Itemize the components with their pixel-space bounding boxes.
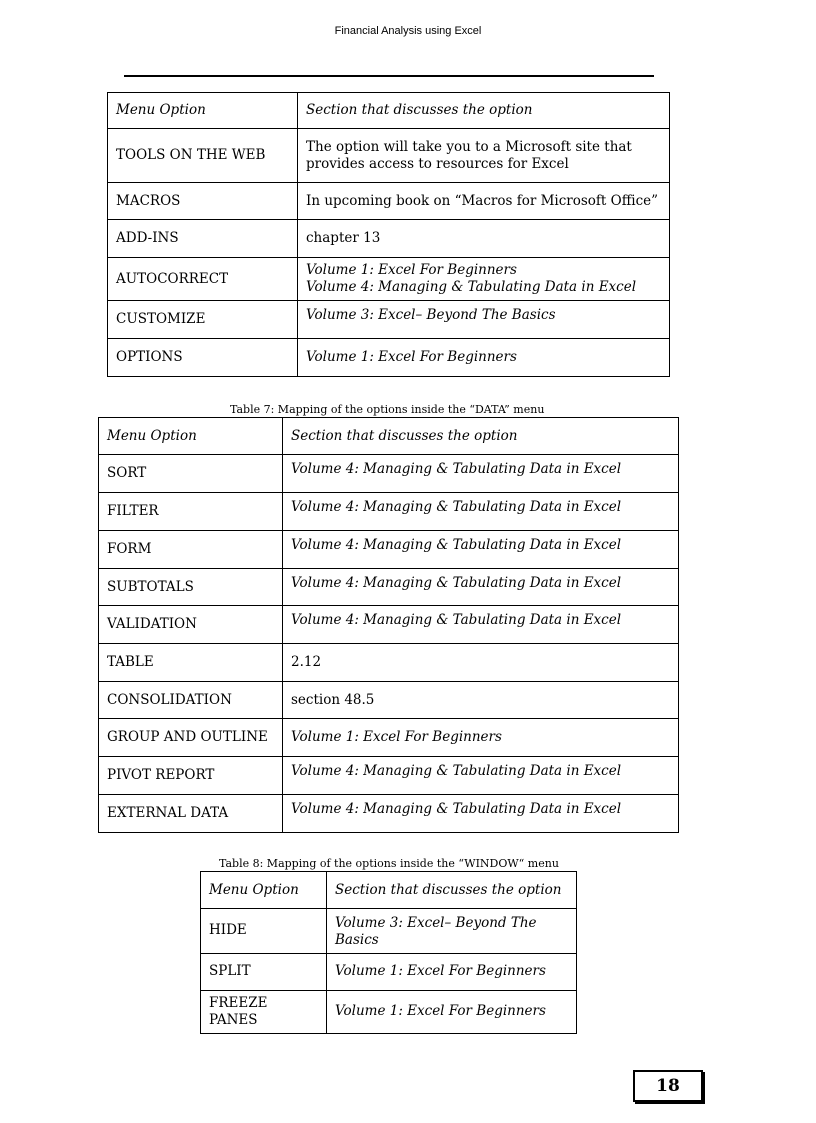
table-row: [108, 183, 670, 220]
table-row: [99, 531, 679, 569]
window-menu-table: [200, 871, 577, 1034]
page-header: Financial Analysis using Excel: [334, 25, 482, 37]
section-cell: Volume 1: Excel For Beginners: [327, 990, 577, 1033]
section-cell: Volume 4: Managing & Tabulating Data in Excel: [283, 757, 679, 795]
table-header-row: [201, 872, 577, 909]
menu-option-cell: FILTER: [99, 493, 283, 531]
section-cell: In upcoming book on “Macros for Microsoft Office”: [298, 183, 670, 220]
table-row: [99, 569, 679, 606]
section-line: Volume 1: Excel For Beginners: [306, 262, 517, 279]
table-row: [99, 493, 679, 531]
data-menu-table: [98, 417, 679, 833]
menu-option-cell: EXTERNAL DATA: [99, 795, 283, 833]
section-cell: section 48.5: [283, 682, 679, 719]
section-cell: 2.12: [283, 644, 679, 682]
table-row: [108, 258, 670, 301]
table-row: [99, 606, 679, 644]
menu-option-cell: FREEZE PANES: [201, 990, 327, 1033]
table-header-row: [108, 93, 670, 129]
menu-option-cell: PIVOT REPORT: [99, 757, 283, 795]
menu-option-cell: AUTOCORRECT: [108, 258, 298, 301]
table-row: [201, 953, 577, 990]
menu-option-cell: FORM: [99, 531, 283, 569]
section-cell: [298, 258, 670, 301]
table-caption: Table 7: Mapping of the options inside the “DATA” menu: [230, 403, 545, 416]
column-header: Section that discusses the option: [298, 93, 670, 129]
column-header: Menu Option: [108, 93, 298, 129]
table-row: [99, 682, 679, 719]
section-cell: Volume 4: Managing & Tabulating Data in Excel: [283, 493, 679, 531]
menu-option-cell: CUSTOMIZE: [108, 301, 298, 339]
menu-option-cell: HIDE: [201, 909, 327, 954]
table-row: [99, 455, 679, 493]
table-row: [99, 719, 679, 757]
column-header: Menu Option: [201, 872, 327, 909]
section-cell: Volume 3: Excel– Beyond The Basics: [327, 909, 577, 954]
section-cell: Volume 4: Managing & Tabulating Data in Excel: [283, 795, 679, 833]
table-row: [108, 339, 670, 377]
section-cell: Volume 4: Managing & Tabulating Data in Excel: [283, 606, 679, 644]
menu-option-cell: TABLE: [99, 644, 283, 682]
menu-option-cell: GROUP AND OUTLINE: [99, 719, 283, 757]
menu-option-cell: ADD-INS: [108, 220, 298, 258]
menu-option-cell: MACROS: [108, 183, 298, 220]
column-header: Section that discusses the option: [283, 418, 679, 455]
section-cell: Volume 4: Managing & Tabulating Data in Excel: [283, 531, 679, 569]
menu-option-cell: SORT: [99, 455, 283, 493]
table-row: [108, 301, 670, 339]
table-row: [99, 644, 679, 682]
table-row: [201, 990, 577, 1033]
table-row: [201, 909, 577, 954]
table-row: [108, 220, 670, 258]
table-row: [99, 795, 679, 833]
section-cell: The option will take you to a Microsoft site that provides access to resources for Excel: [298, 129, 670, 183]
section-line: Volume 4: Managing & Tabulating Data in Excel: [306, 279, 637, 295]
page-number: 18: [633, 1070, 703, 1102]
table-caption: Table 8: Mapping of the options inside the “WINDOW“ menu: [219, 857, 559, 870]
table-row: [108, 129, 670, 183]
menu-option-cell: SUBTOTALS: [99, 569, 283, 606]
section-cell: Volume 4: Managing & Tabulating Data in Excel: [283, 569, 679, 606]
table-row: [99, 757, 679, 795]
section-cell: Volume 1: Excel For Beginners: [327, 953, 577, 990]
section-cell: Volume 3: Excel– Beyond The Basics: [298, 301, 670, 339]
menu-option-cell: CONSOLIDATION: [99, 682, 283, 719]
header-rule: [124, 75, 654, 77]
column-header: Menu Option: [99, 418, 283, 455]
section-cell: Volume 1: Excel For Beginners: [283, 719, 679, 757]
section-cell: chapter 13: [298, 220, 670, 258]
menu-option-cell: OPTIONS: [108, 339, 298, 377]
column-header: Section that discusses the option: [327, 872, 577, 909]
tools-menu-table: [107, 92, 670, 377]
section-cell: Volume 1: Excel For Beginners: [298, 339, 670, 377]
menu-option-cell: SPLIT: [201, 953, 327, 990]
section-cell: Volume 4: Managing & Tabulating Data in Excel: [283, 455, 679, 493]
table-header-row: [99, 418, 679, 455]
menu-option-cell: TOOLS ON THE WEB: [108, 129, 298, 183]
menu-option-cell: VALIDATION: [99, 606, 283, 644]
